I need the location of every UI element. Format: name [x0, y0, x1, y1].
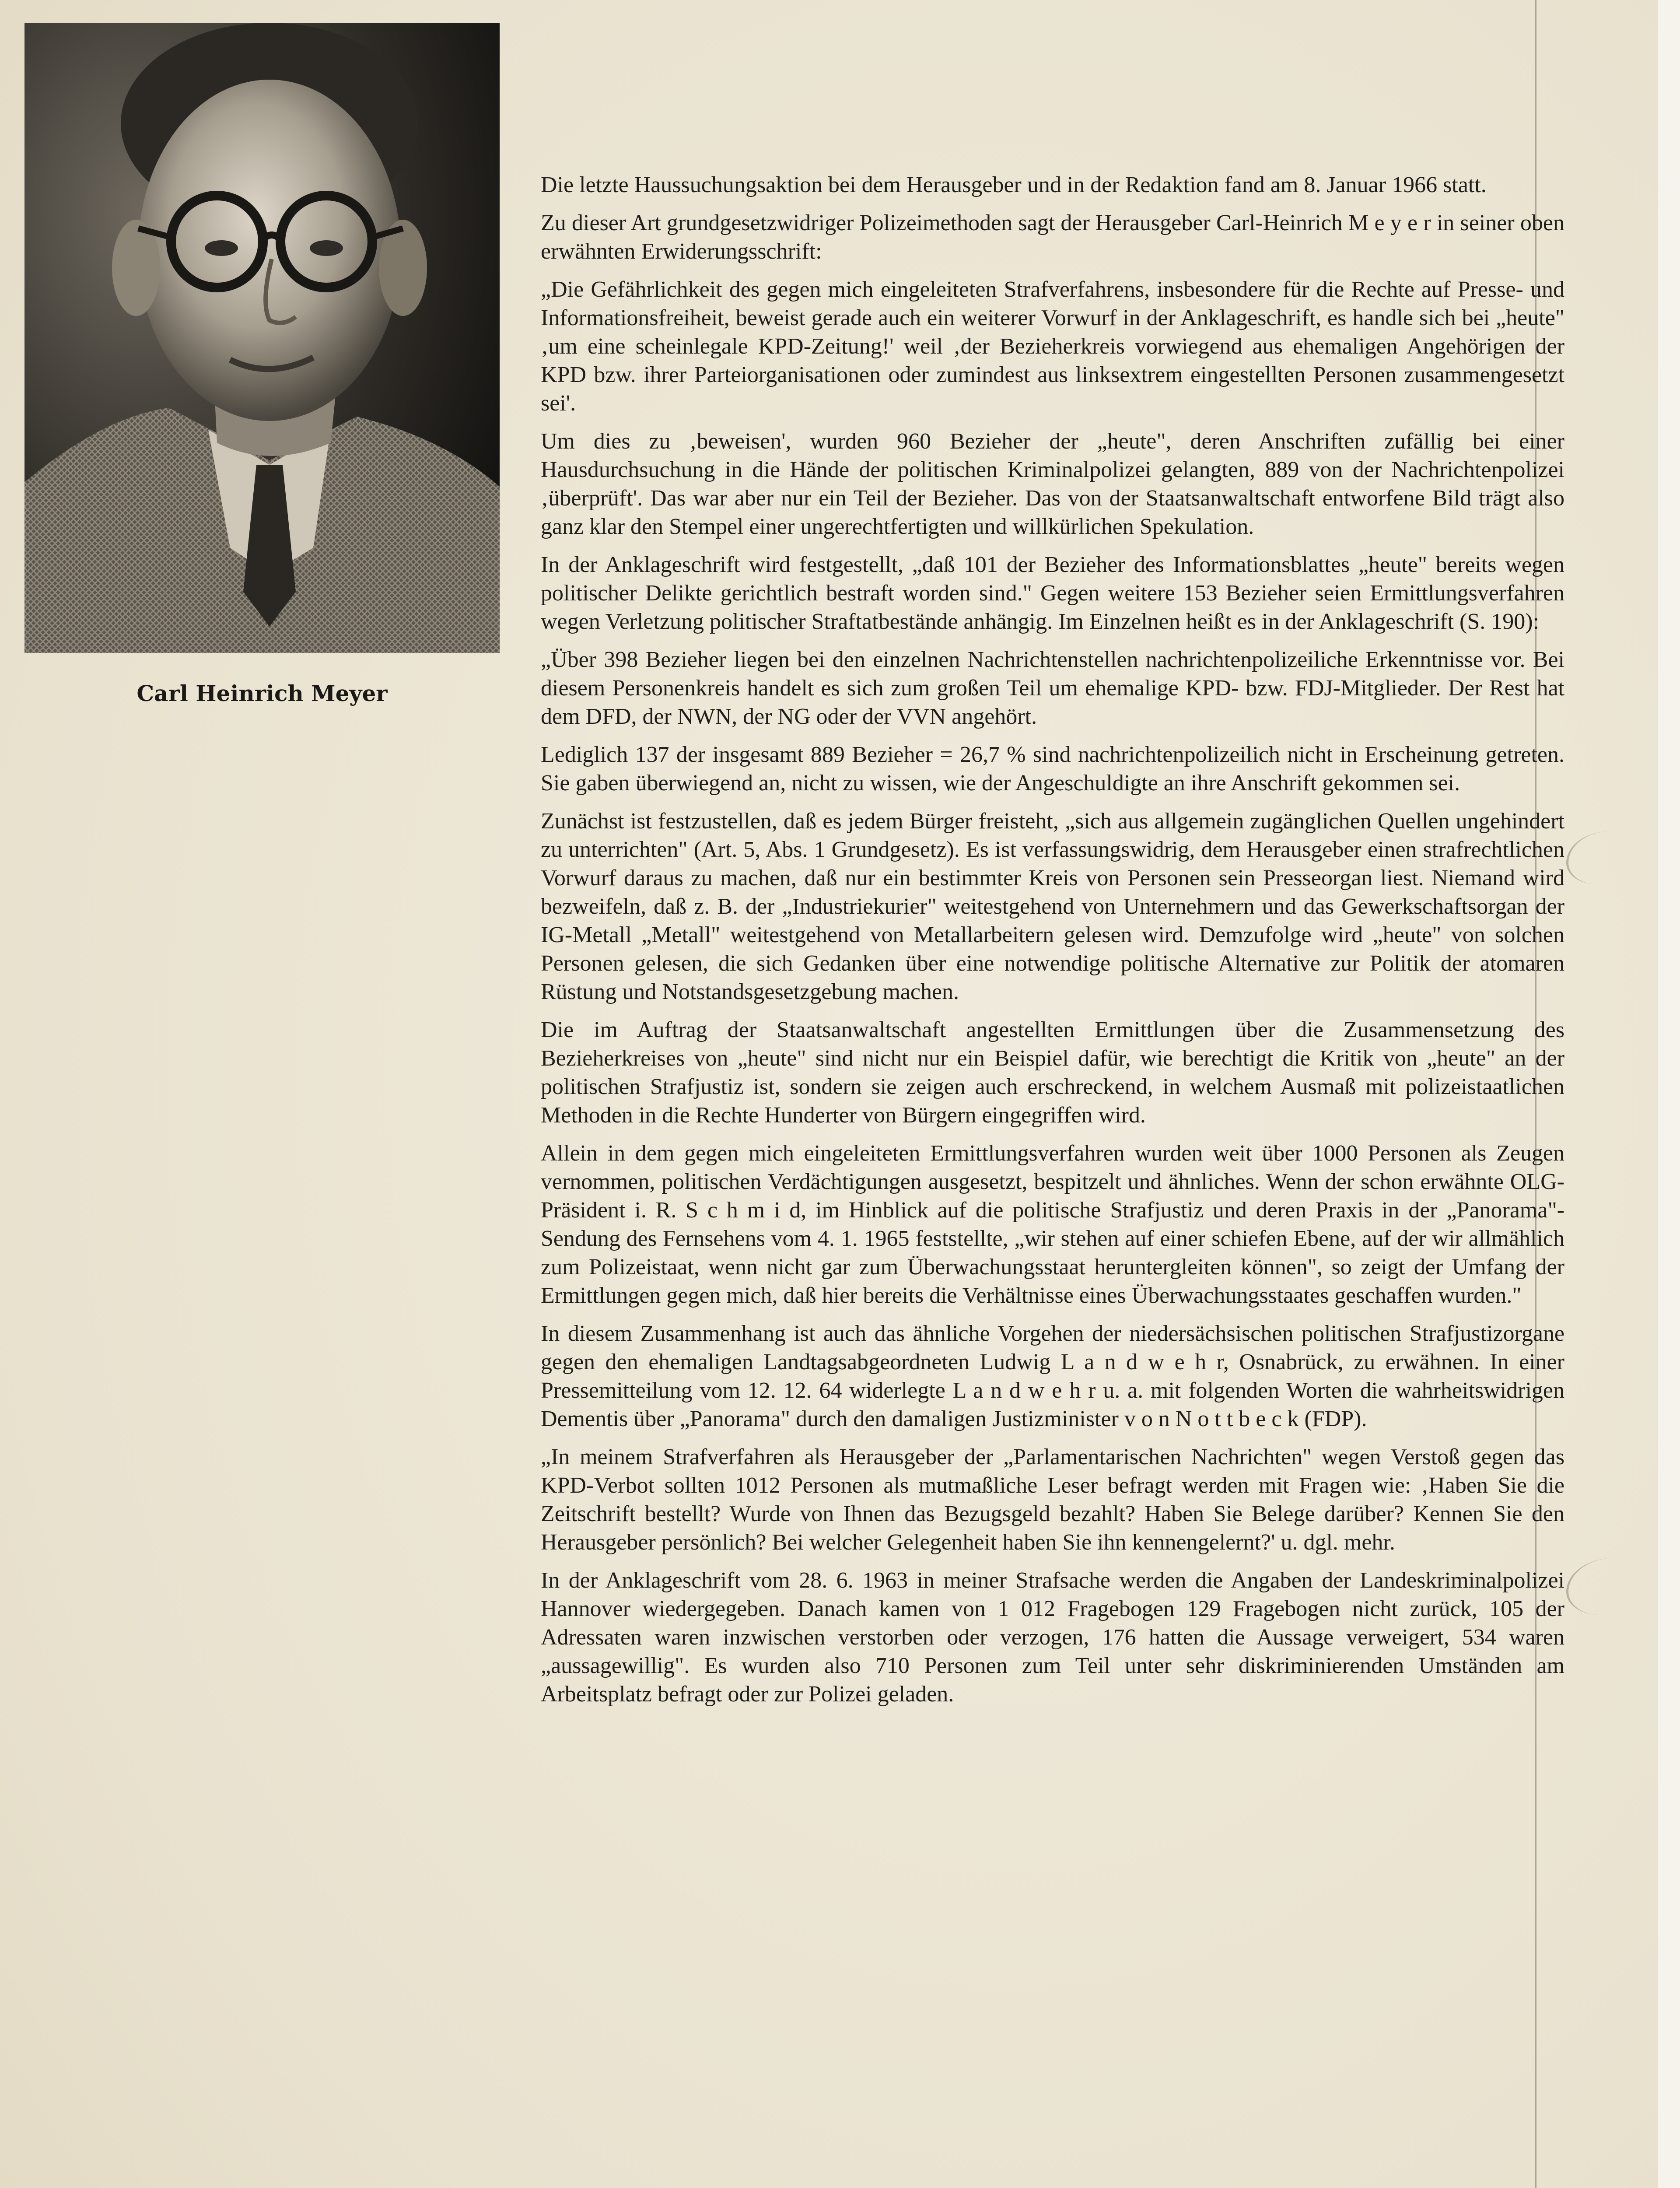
quote-paragraph: „Die Gefährlichkeit des gegen mich eingeleiteten Strafverfahrens, insbesondere für die Rechte auf Presse- und Informationsfreiheit, beweist gerade auch ein weiterer Vorwurf in der Anklageschrift, es handle sich bei „heute" ‚um eine scheinlegale KPD-Zeitung!' weil ‚der Bezieherkreis vorwiegend aus ehemaligen Angehörigen der KPD bzw. ihrer Parteiorganisationen oder zumindest aus linksextrem eingestellten Personen zusammengesetzt sei'.: [541, 277, 1564, 416]
portrait-illustration: [24, 23, 500, 653]
scan-margin-right: [1658, 0, 1680, 2188]
article-body: [541, 171, 1564, 1718]
paragraph: Die letzte Haussuchungsaktion bei dem Herausgeber und in der Redaktion fand am 8. Januar 1966 statt.: [541, 172, 1487, 197]
paragraph: Um dies zu ‚beweisen', wurden 960 Bezieher der „heute", deren Anschriften zufällig bei einer Hausdurchsuchung in die Hände der politischen Kriminalpolizei gelangten, 889 von der Nachrichtenpolizei ‚überprüft'. Das war aber nur ein Teil der Bezieher. Das von der Staatsanwaltschaft entworfene Bild trägt also ganz klar den Stempel einer ungerechtfertigten und willkürlichen Spekulation.: [541, 429, 1564, 539]
photo-caption: Carl Heinrich Meyer: [136, 680, 388, 706]
paragraph: In diesem Zusammenhang ist auch das ähnliche Vorgehen der niedersächsischen politischen Strafjustizorgane gegen den ehemaligen Landtagsabgeordneten Ludwig L a n d w e h r, Osnabrück, zu erwähnen. In einer Pressemitteilung vom 12. 12. 64 widerlegte L a n d w e h r u. a. mit folgenden Worten die wahrheitswidrigen Dementis über „Panorama" durch den damaligen Justizminister v o n N o t t b e c k (FDP).: [541, 1321, 1564, 1431]
portrait-photo: [24, 23, 500, 653]
paragraph: Zu dieser Art grundgesetzwidriger Polizeimethoden sagt der Herausgeber Carl-Heinrich M e y e r in seiner oben erwähnten Erwiderungsschrift:: [541, 210, 1564, 264]
paragraph: Lediglich 137 der insgesamt 889 Bezieher = 26,7 % sind nachrichtenpolizeilich nicht in Erscheinung getreten. Sie gaben überwiegend an, nicht zu wissen, wie der Angeschuldigte an ihre Anschrift gekommen sei.: [541, 742, 1564, 796]
paragraph: In der Anklageschrift vom 28. 6. 1963 in meiner Strafsache werden die Angaben der Landeskriminalpolizei Hannover wiedergegeben. Danach kamen von 1 012 Fragebogen 129 Fragebogen nicht zurück, 105 der Adressaten waren inzwischen verstorben oder verzogen, 176 hatten die Aussage verweigert, 534 waren „aussagewillig". Es wurden also 710 Personen zum Teil unter sehr diskriminierenden Umständen am Arbeitsplatz befragt oder zur Polizei geladen.: [541, 1568, 1564, 1707]
paragraph: Die im Auftrag der Staatsanwaltschaft angestellten Ermittlungen über die Zusammensetzung des Bezieherkreises von „heute" sind nicht nur ein Beispiel dafür, wie berechtigt die Kritik von „heute" an der politischen Strafjustiz ist, sondern sie zeigen auch erschreckend, in welchem Ausmaß mit polizeistaatlichen Methoden in die Rechte Hunderter von Bürgern eingegriffen wird.: [541, 1017, 1564, 1128]
quote-paragraph: „Über 398 Bezieher liegen bei den einzelnen Nachrichtenstellen nachrichtenpolizeiliche Erkenntnisse vor. Bei diesem Personenkreis handelt es sich zum großen Teil um ehemalige KPD- bzw. FDJ-Mitglieder. Der Rest hat dem DFD, der NWN, der NG oder der VVN angehört.: [541, 647, 1564, 729]
paragraph: Zunächst ist festzustellen, daß es jedem Bürger freisteht, „sich aus allgemein zugänglichen Quellen ungehindert zu unterrichten" (Art. 5, Abs. 1 Grundgesetz). Es ist verfassungswidrig, dem Herausgeber einen strafrechtlichen Vorwurf daraus zu machen, daß nur ein bestimmter Kreis von Personen sein Presseorgan liest. Niemand wird bezweifeln, daß z. B. der „Industriekurier" weitestgehend von Unternehmern und das Gewerkschaftsorgan der IG-Metall „Metall" weitestgehend von Metallarbeitern gelesen wird. Demzufolge wird „heute" von solchen Personen gelesen, die sich Gedanken über eine notwendige politische Alternative zur Politik der atomaren Rüstung und Notstandsgesetzgebung machen.: [541, 809, 1564, 1004]
quote-paragraph: „In meinem Strafverfahren als Herausgeber der „Parlamentarischen Nachrichten" wegen Verstoß gegen das KPD-Verbot sollten 1012 Personen als mutmaßliche Leser befragt werden mit Fragen wie: ‚Haben Sie die Zeitschrift bestellt? Wurde von Ihnen das Bezugsgeld bezahlt? Haben Sie Belege darüber? Kennen Sie den Herausgeber persönlich? Bei welcher Gelegenheit haben Sie ihn kennengelernt?' u. dgl. mehr.: [541, 1445, 1564, 1555]
paragraph: Allein in dem gegen mich eingeleiteten Ermittlungsverfahren wurden weit über 1000 Personen als Zeugen vernommen, politischen Verdächtigungen ausgesetzt, bespitzelt und ähnliches. Wenn der schon erwähnte OLG-Präsident i. R. S c h m i d, im Hinblick auf die politische Strafjustiz und deren Praxis in der „Panorama"-Sendung des Fernsehens vom 4. 1. 1965 feststellte, „wir stehen auf einer schiefen Ebene, auf der wir allmählich zum Polizeistaat, wenn nicht gar zum Überwachungsstaat heruntergleiten können", so zeigt der Umfang der Ermittlungen gegen mich, daß hier bereits die Verhältnisse eines Überwachungsstaates geschaffen wurden.": [541, 1141, 1564, 1308]
paragraph: In der Anklageschrift wird festgestellt, „daß 101 der Bezieher des Informationsblattes „heute" bereits wegen politischer Delikte gerichtlich bestraft worden sind." Gegen weitere 153 Bezieher seien Ermittlungsverfahren wegen Verletzung politischer Straftatbestände anhängig. Im Einzelnen heißt es in der Anklageschrift (S. 190):: [541, 552, 1564, 634]
